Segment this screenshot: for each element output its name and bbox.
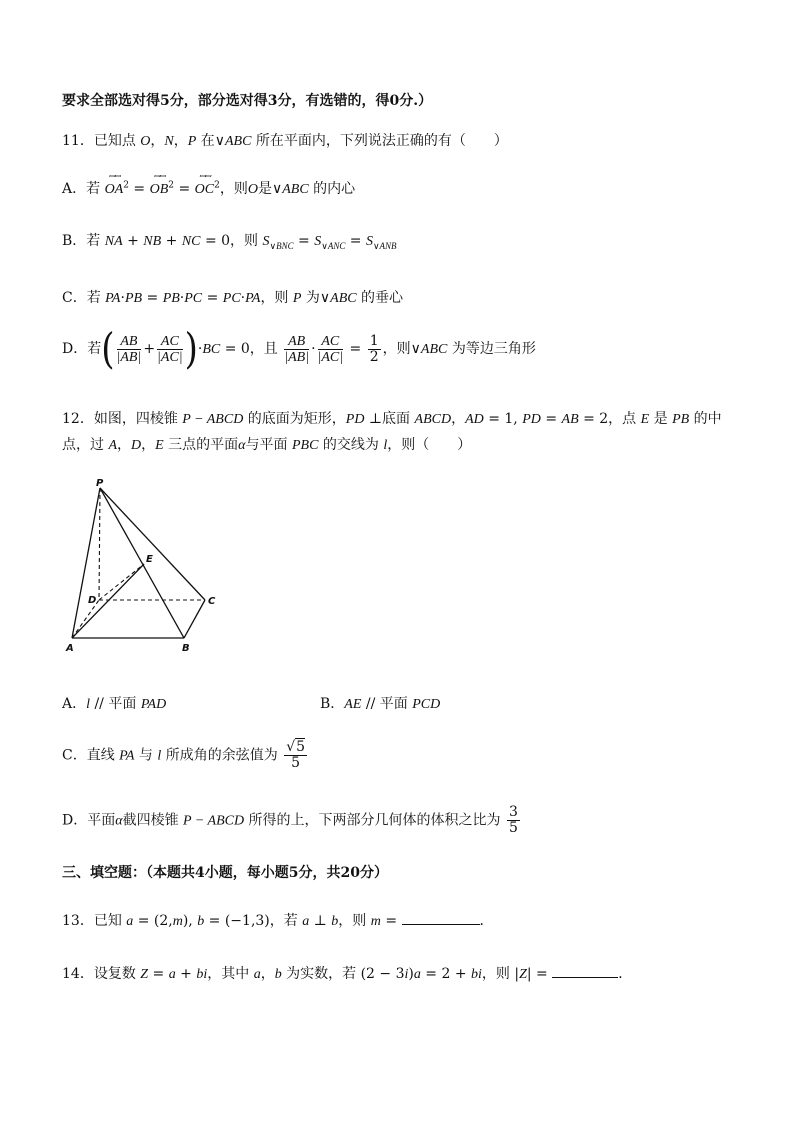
- q12-stem-line1: 12．如图，四棱锥 P − ABCD 的底面为矩形，PD ⊥底面 ABCD，AD = 1, PD = AB = 2，点 E 是 PB 的中: [62, 411, 722, 427]
- q12-option-d: D．平面α截四棱锥 P − ABCD 所得的上，下两部分几何体的体积之比为 $\frac{3}{5}$: [62, 804, 518, 836]
- q13: 13．已知 a = (2,m), b = (−1,3)，若 a ⊥ b，则 m = ．: [62, 913, 494, 929]
- label-p: P: [96, 478, 104, 489]
- segment-de: [99, 564, 144, 600]
- edge-pc: [100, 488, 205, 600]
- q11-option-b: B．若 NA + NB + NC = 0，则 $S_{\vee BNC} = S_{\vee ANC} = S_{\vee ANB}$: [62, 233, 397, 251]
- q12-stem-line2: 点，过 A，D，E 三点的平面α与平面 PBC 的交线为 l，则（ ）: [62, 437, 472, 453]
- q13-answer-blank[interactable]: [402, 912, 480, 925]
- pyramid-figure: [62, 476, 222, 661]
- q14-answer-blank[interactable]: [552, 965, 618, 978]
- q11-stem: 11．已知点 O，N，P 在∨ABC 所在平面内，下列说法正确的有（ ）: [62, 133, 508, 149]
- edge-pa: [72, 488, 100, 638]
- edge-bc: [184, 600, 205, 638]
- label-b: B: [182, 643, 190, 654]
- q14: 14．设复数 Z = a + bi，其中 a，b 为实数，若 (2 − 3i)a = 2 + bi，则 |Z| = ．: [62, 966, 633, 982]
- edge-pd: [99, 488, 100, 600]
- edge-pb: [100, 488, 184, 638]
- section-3-heading: 三、填空题：（本题共4小题，每小题5分，共20分）: [62, 865, 388, 881]
- q12-option-a: A．l // 平面 PAD: [62, 696, 167, 712]
- instruction-text: 要求全部选对得5分，部分选对得3分，有选错的，得0分.）: [62, 93, 433, 109]
- q11-option-a: A．若 OA ꟷꟷ $^2$ = OB ꟷꟷ $^2$ = OC ꟷꟷ $^2$，则O是∨ABC 的内心: [62, 172, 356, 197]
- label-a: A: [66, 643, 74, 654]
- q12-option-b: B．AE // 平面 PCD: [320, 696, 441, 712]
- label-d: D: [88, 595, 97, 606]
- segment-ae: [72, 564, 144, 638]
- q11-option-c: C．若 PA·PB = PB·PC = PC·PA，则 P 为∨ABC 的垂心: [62, 290, 404, 306]
- label-c: C: [208, 596, 216, 607]
- q12-option-c: C．直线 PA 与 l 所成角的余弦值为 $\frac{√5}{5}$: [62, 739, 306, 771]
- label-e: E: [146, 554, 153, 565]
- q11-option-d: D．若( $\frac{AB}{|AB|}$ + $\frac{AC}{|AC|}$ )·BC = 0，且 $\frac{AB}{|AB|}$ · $\frac{AC}{|AC|}$ = $\frac{1}{2}$ ，则∨ABC 为等边三角形: [62, 324, 536, 374]
